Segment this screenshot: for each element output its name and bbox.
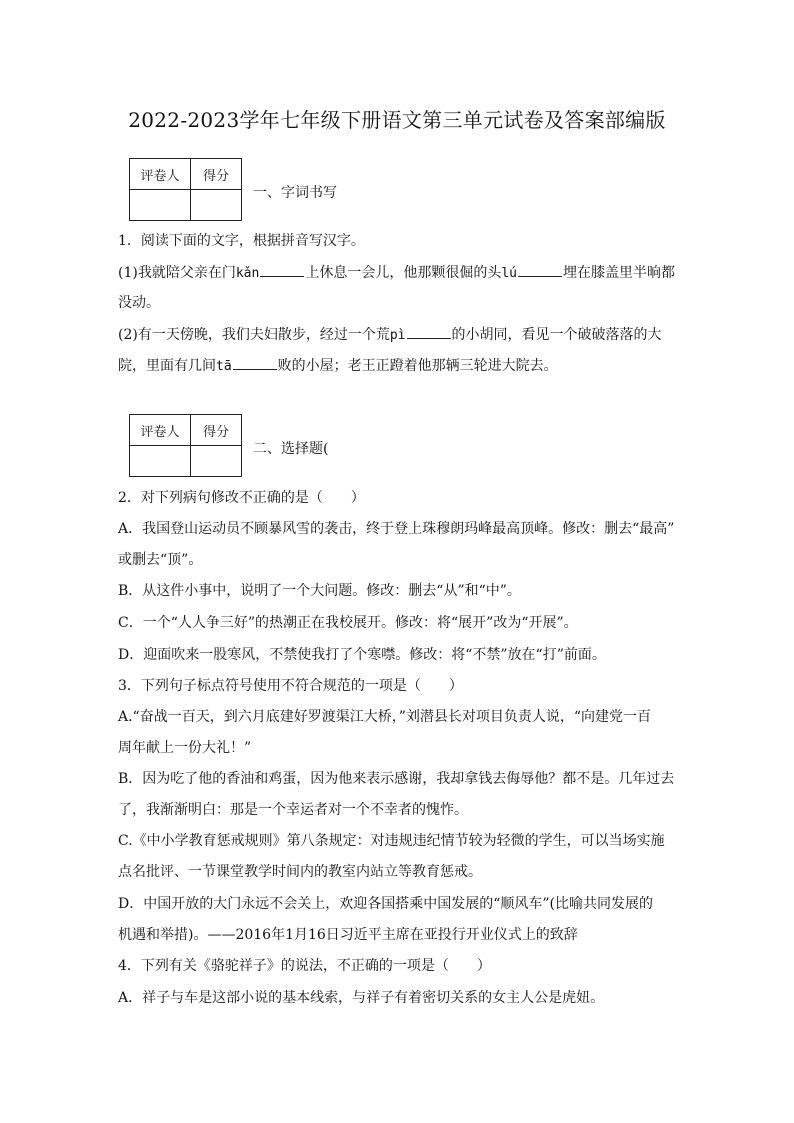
question-2-option-c: C．一个“人人争三好”的热潮正在我校展开。修改：将“展开”改为“开展”。	[118, 615, 578, 631]
reviewer-label: 评卷人	[130, 415, 191, 446]
question-2-stem: 2．对下列病句修改不正确的是（ ）	[118, 490, 365, 506]
question-2-option-b: B．从这件小事中，说明了一个大问题。修改：删去“从”和“中”。	[118, 583, 521, 599]
question-3-stem: 3．下列句子标点符号使用不符合规范的一项是（ ）	[118, 678, 463, 694]
question-1-part-2	[118, 324, 688, 346]
question-3-option-c-cont: 点名批评、一节课堂教学时间内的教室内站立等教育惩戒。	[118, 864, 482, 880]
question-1-stem: 1．阅读下面的文字，根据拼音写汉字。	[118, 233, 365, 249]
question-3-option-b-cont: 了，我渐渐明白：那是一个幸运者对一个不幸者的愧怍。	[118, 802, 468, 818]
text-segment: 院，里面有几间	[118, 358, 216, 374]
score-cell[interactable]	[191, 190, 242, 221]
question-4-stem: 4．下列有关《骆驼祥子》的说法，不正确的一项是（ ）	[118, 958, 491, 974]
score-table-1	[129, 158, 242, 221]
section-heading-1: 一、字词书写	[253, 185, 337, 201]
text-segment: 上休息一会儿，他那颗很倔的头	[305, 265, 502, 281]
question-3-option-a-cont: 周年献上一份大礼！”	[118, 740, 252, 756]
question-2-option-a: A．我国登山运动员不顾暴风雪的袭击，终于登上珠穆朗玛峰最高顶峰。修改：删去“最高”	[118, 521, 675, 537]
text-segment: 的小胡同，看见一个破破落落的大	[451, 327, 662, 343]
pinyin: lú	[501, 266, 517, 281]
question-3-option-d: D．中国开放的大门永远不会关上，欢迎各国搭乘中国发展的“顺风车”(比喻共同发展的	[118, 896, 653, 912]
pinyin: tā	[216, 359, 232, 374]
question-3-option-d-cont: 机遇和举措)。——2016年1月16日习近平主席在亚投行开业仪式上的致辞	[118, 927, 578, 943]
question-4-option-a: A．祥子与车是这部小说的基本线索，与祥子有着密切关系的女主人公是虎妞。	[118, 990, 605, 1006]
question-2-option-a-cont: 或删去“顶”。	[118, 552, 203, 568]
question-3-option-a: A.“奋战一百天，到六月底建好罗渡渠江大桥，”刘潜县长对项目负责人说，“向建党一百	[118, 709, 652, 725]
text-segment: 败的小屋；老王正蹬着他那辆三轮进大院去。	[277, 358, 558, 374]
reviewer-label: 评卷人	[130, 159, 191, 190]
pinyin: kǎn	[235, 266, 260, 281]
text-segment: (1)我就陪父亲在门	[118, 265, 236, 281]
text-segment: 埋在膝盖里半晌都	[562, 265, 675, 281]
answer-blank[interactable]	[233, 355, 277, 370]
answer-blank[interactable]	[407, 324, 451, 339]
score-table-2	[129, 414, 242, 477]
question-1-part-1-cont: 没动。	[118, 295, 160, 311]
answer-blank[interactable]	[260, 262, 304, 277]
question-3-option-b: B．因为吃了他的香油和鸡蛋，因为他来表示感谢，我却拿钱去侮辱他？都不是。几年过去	[118, 771, 675, 787]
score-label: 得分	[191, 415, 242, 446]
score-cell[interactable]	[191, 446, 242, 477]
question-3-option-c: C.《中小学教育惩戒规则》第八条规定：对违规违纪情节较为轻微的学生，可以当场实施	[118, 833, 665, 849]
question-2-option-d: D．迎面吹来一股寒风，不禁使我打了个寒噤。修改：将“不禁”放在“打”前面。	[118, 647, 606, 663]
reviewer-cell[interactable]	[130, 446, 191, 477]
pinyin: pì	[389, 328, 406, 343]
reviewer-cell[interactable]	[130, 190, 191, 221]
section-heading-2: 二、选择题(	[253, 441, 329, 457]
question-1-part-2-cont	[118, 355, 688, 377]
score-label: 得分	[191, 159, 242, 190]
question-1-part-1	[118, 262, 688, 284]
answer-blank[interactable]	[518, 262, 562, 277]
page-title: 2022-2023学年七年级下册语文第三单元试卷及答案部编版	[128, 108, 666, 132]
text-segment: (2)有一天傍晚，我们夫妇散步，经过一个荒	[118, 327, 390, 343]
